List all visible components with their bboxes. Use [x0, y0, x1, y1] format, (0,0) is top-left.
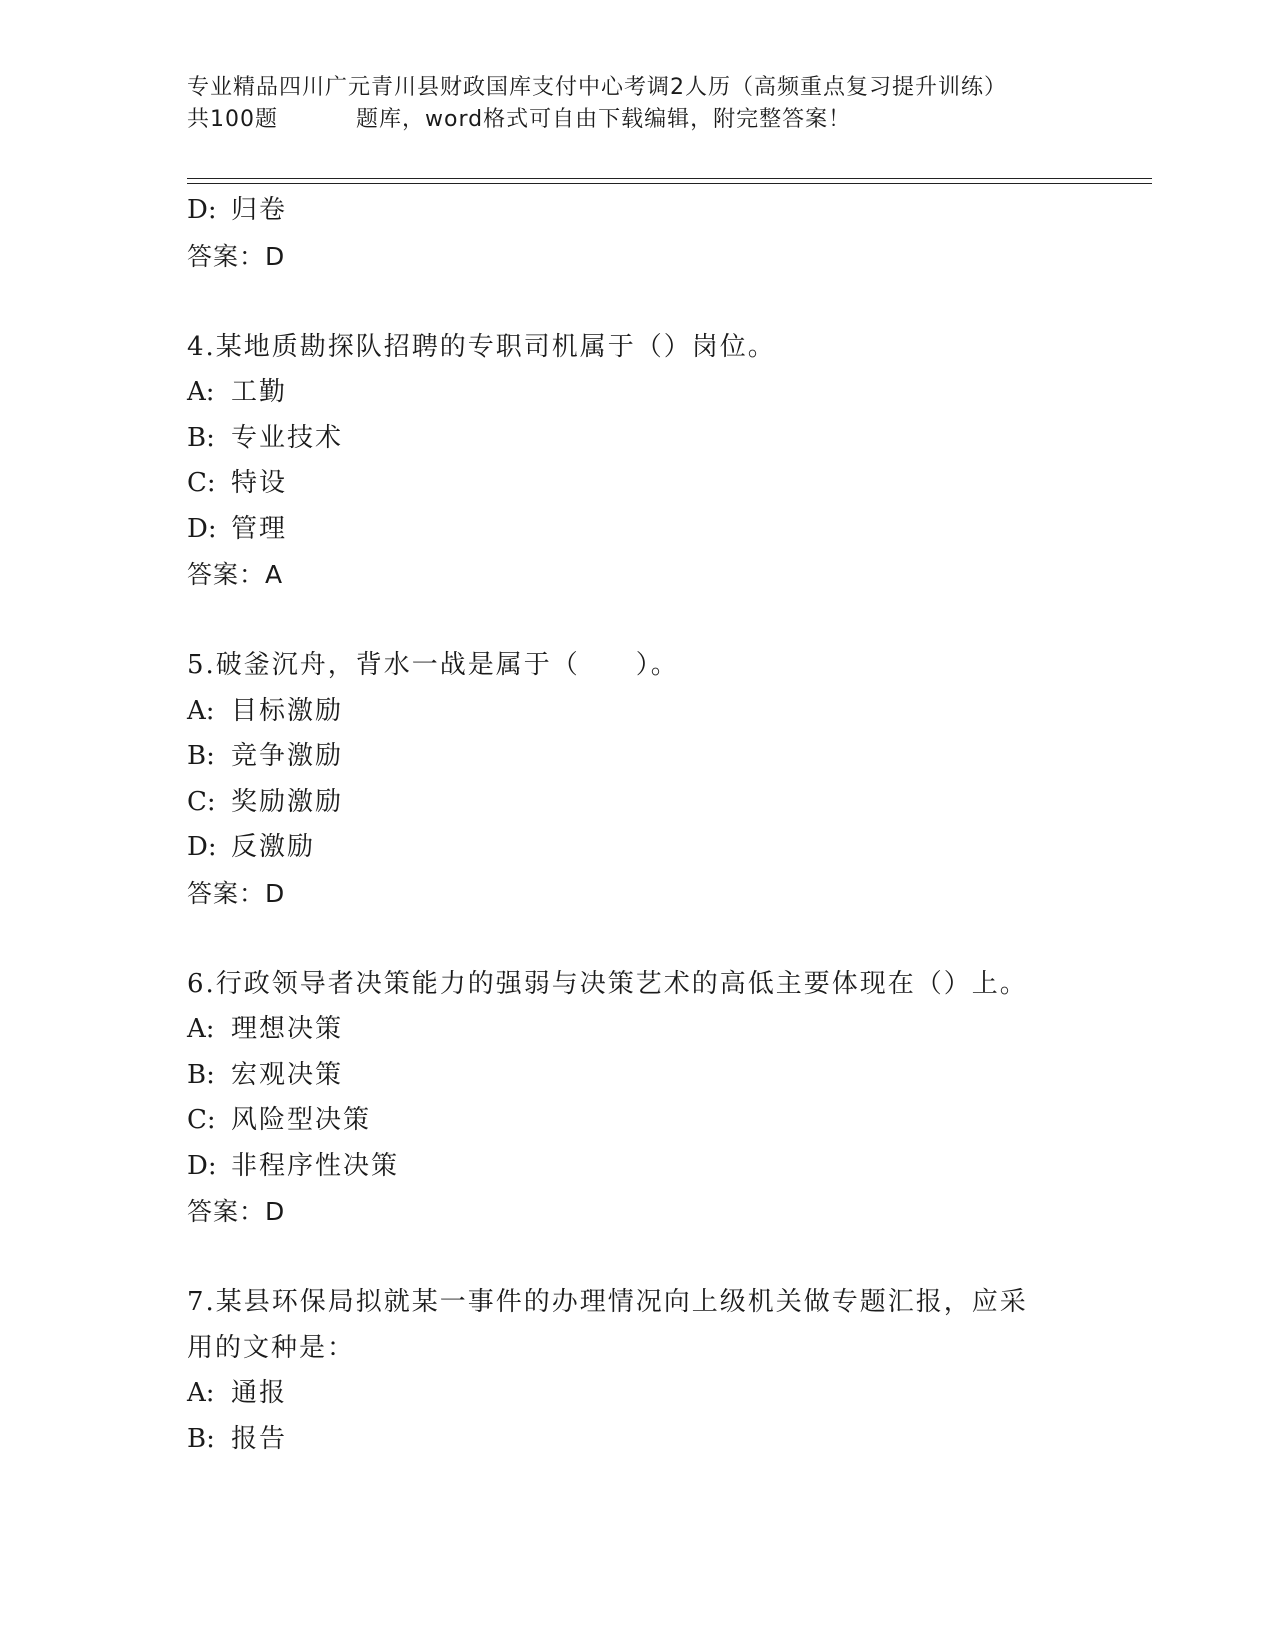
option-key: D:	[187, 513, 217, 544]
answer-line: 答案：D	[187, 878, 286, 908]
question-title: 7.某县环保局拟就某一事件的办理情况向上级机关做专题汇报，应采	[187, 1287, 1028, 1317]
option-key: B:	[187, 1059, 215, 1090]
option-text: 归卷	[231, 195, 288, 225]
option-text: 专业技术	[231, 422, 344, 453]
header-title: 专业精品四川广元青川县财政国库支付中心考调2人历（高频重点复习提升训练）	[187, 75, 1007, 100]
header-note: 题库，word格式可自由下载编辑，附完整答案！	[356, 107, 852, 132]
option-row	[187, 188, 1127, 234]
question-list	[187, 188, 1127, 1462]
option-key: B:	[187, 422, 215, 453]
option-key: D:	[187, 832, 217, 862]
option-key: C:	[187, 1105, 216, 1135]
option-key: D:	[187, 195, 217, 225]
option-text: 特设	[231, 468, 288, 498]
option-key: A:	[187, 1378, 215, 1408]
question-title: 4.某地质勘探队招聘的专职司机属于（）岗位。	[187, 331, 776, 362]
option-text: 风险型决策	[231, 1105, 372, 1135]
option-row	[187, 416, 1127, 462]
option-text: 宏观决策	[231, 1059, 344, 1090]
option-text: 理想决策	[231, 1014, 344, 1044]
header-divider-bottom	[187, 183, 1152, 184]
question-title: 6.行政领导者决策能力的强弱与决策艺术的高低主要体现在（）上。	[187, 968, 1028, 999]
option-row	[187, 507, 1127, 553]
header-subtitle	[187, 104, 1107, 136]
option-row	[187, 1007, 1127, 1053]
option-row	[187, 689, 1127, 735]
option-row	[187, 1144, 1127, 1190]
option-key: C:	[187, 786, 216, 817]
header-divider-top	[187, 178, 1152, 179]
option-text: 目标激励	[231, 695, 344, 726]
option-text: 报告	[231, 1423, 288, 1454]
option-row	[187, 370, 1127, 416]
option-text: 通报	[231, 1378, 288, 1408]
option-key: A:	[187, 1014, 215, 1044]
option-key: B:	[187, 741, 215, 771]
answer-line: 答案：D	[187, 1197, 286, 1226]
option-row	[187, 1098, 1127, 1144]
option-row	[187, 780, 1127, 826]
question-title: 5.破釜沉舟，背水一战是属于（ ）。	[187, 650, 679, 680]
option-text: 反激励	[231, 832, 316, 862]
page-header	[187, 72, 1107, 136]
option-key: A:	[187, 695, 215, 726]
option-key: C:	[187, 468, 216, 498]
option-text: 奖励激励	[231, 786, 344, 817]
option-row	[187, 734, 1127, 780]
option-text: 工勤	[231, 377, 288, 407]
option-key: A:	[187, 377, 215, 407]
option-text: 非程序性决策	[231, 1150, 400, 1181]
header-count: 共100题	[187, 107, 278, 132]
option-row	[187, 825, 1127, 871]
option-row	[187, 1053, 1127, 1099]
question-title-continued: 用的文种是：	[187, 1332, 356, 1363]
option-text: 管理	[231, 513, 288, 544]
answer-line: 答案：D	[187, 241, 286, 271]
option-row	[187, 1371, 1127, 1417]
option-row	[187, 1417, 1127, 1463]
option-key: B:	[187, 1423, 215, 1454]
option-text: 竞争激励	[231, 741, 344, 771]
answer-line: 答案：A	[187, 560, 284, 589]
option-key: D:	[187, 1150, 217, 1181]
option-row	[187, 461, 1127, 507]
